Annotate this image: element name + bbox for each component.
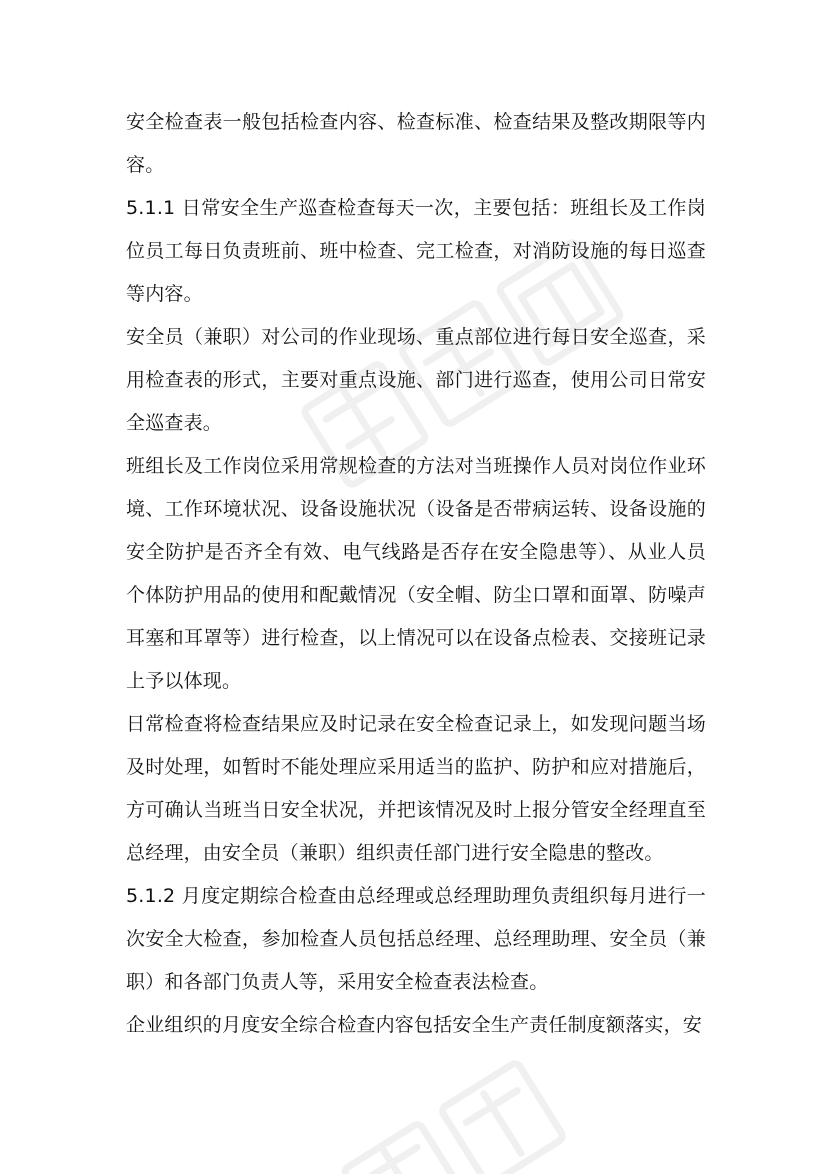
paragraph-daily-inspection: 5.1.1 日常安全生产巡查检查每天一次，主要包括：班组长及工作岗位员工每日负责班前、班中检查、完工检查，对消防设施的每日巡查等内容。 bbox=[126, 197, 706, 305]
paragraph-monthly-inspection: 5.1.2 月度定期综合检查由总经理或总经理助理负责组织每月进行一次安全大检查，参加检查人员包括总经理、总经理助理、安全员（兼职）和各部门负责人等，采用安全检查表法检查。 bbox=[126, 885, 706, 993]
document-body bbox=[126, 101, 706, 1047]
paragraph-safety-officer: 安全员（兼职）对公司的作业现场、重点部位进行每日安全巡查，采用检查表的形式，主要对重点设施、部门进行巡查，使用公司日常安全巡查表。 bbox=[126, 326, 706, 434]
paragraph-daily-record: 日常检查将检查结果应及时记录在安全检查记录上，如发现问题当场及时处理，如暂时不能处理应采用适当的监护、防护和应对措施后，方可确认当班当日安全状况，并把该情况及时上报分管安全经理直至总经理，由安全员（兼职）组织责任部门进行安全隐患的整改。 bbox=[126, 713, 706, 864]
paragraph-team-leader-inspection: 班组长及工作岗位采用常规检查的方法对当班操作人员对岗位作业环境、工作环境状况、设备设施状况（设备是否带病运转、设备设施的安全防护是否齐全有效、电气线路是否存在安全隐患等）、从业人员个体防护用品的使用和配戴情况（安全帽、防尘口罩和面罩、防噪声耳塞和耳罩等）进行检查，以上情况可以在设备点检表、交接班记录上予以体现。 bbox=[126, 455, 706, 692]
paragraph-monthly-content: 企业组织的月度安全综合检查内容包括安全生产责任制度额落实，安 bbox=[126, 1014, 703, 1036]
paragraph-checklist-intro: 安全检查表一般包括检查内容、检查标准、检查结果及整改期限等内容。 bbox=[126, 111, 706, 176]
